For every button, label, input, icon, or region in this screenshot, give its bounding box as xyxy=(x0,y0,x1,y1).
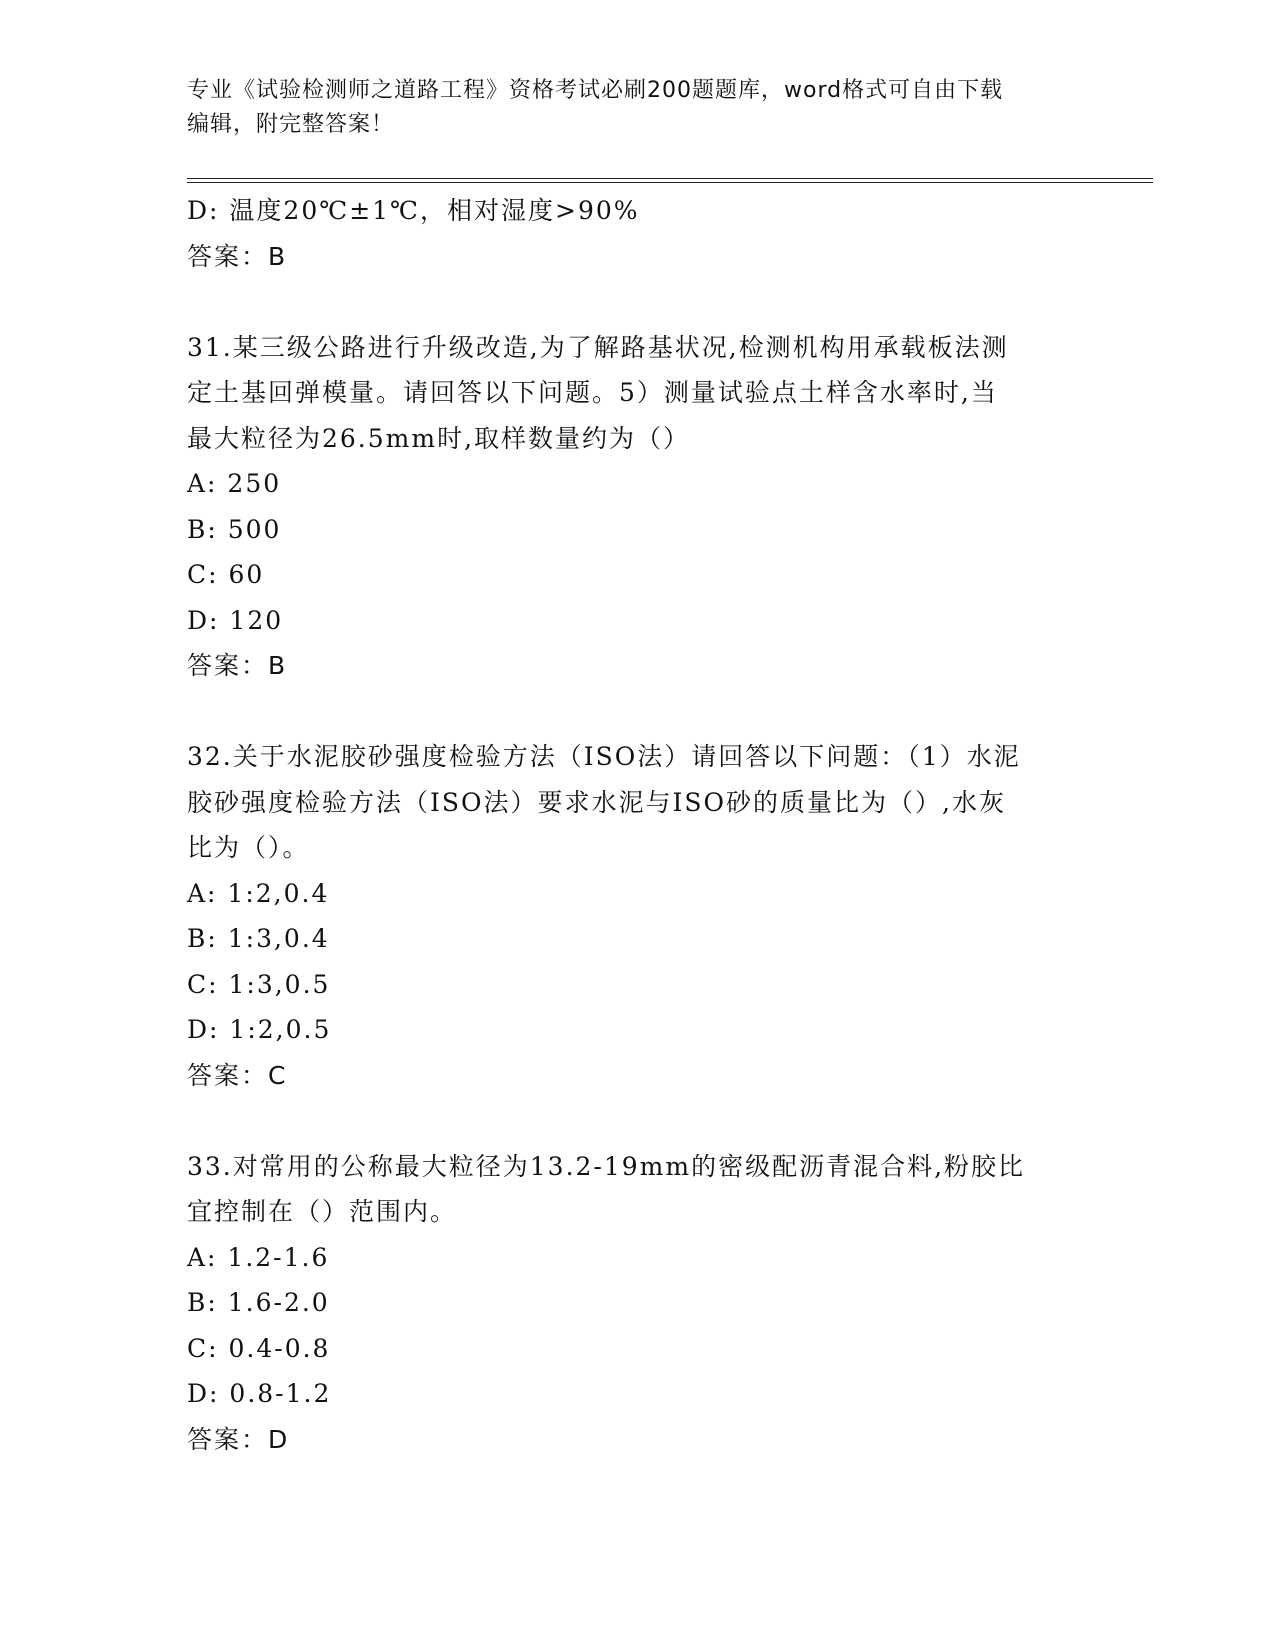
spacer xyxy=(187,1098,1087,1144)
option-c: C: 60 xyxy=(187,560,265,589)
question-text-line: 31.某三级公路进行升级改造,为了解路基状况,检测机构用承载板法测 xyxy=(187,332,1009,362)
question-text-line: 最大粒径为26.5mm时,取样数量约为（） xyxy=(187,423,691,453)
question-text-line: 32.关于水泥胶砂强度检验方法（ISO法）请回答以下问题：（1）水泥 xyxy=(187,742,1021,771)
option-c: C: 1:3,0.5 xyxy=(187,969,331,999)
option-a: A: 250 xyxy=(187,469,282,498)
option-a: A: 1:2,0.4 xyxy=(187,878,330,908)
question-text-line: 胶砂强度检验方法（ISO法）要求水泥与ISO砂的质量比为（）,水灰 xyxy=(187,787,1006,817)
answer: 答案：C xyxy=(187,1060,288,1090)
question-32 xyxy=(187,734,1087,1098)
header-line-1: 专业《试验检测师之道路工程》资格考试必刷200题题库，word格式可自由下载 xyxy=(187,78,1004,103)
option-d: D: 1:2,0.5 xyxy=(187,1015,332,1044)
spacer xyxy=(187,689,1087,735)
option-b: B: 1:3,0.4 xyxy=(187,924,330,953)
question-33 xyxy=(187,1144,1087,1463)
option-c: C: 0.4-0.8 xyxy=(187,1333,331,1363)
option-d: D: 温度20℃±1℃，相对湿度>90% xyxy=(187,196,640,225)
option-d: D: 120 xyxy=(187,605,284,635)
header-divider-top xyxy=(187,178,1153,179)
option-d: D: 0.8-1.2 xyxy=(187,1379,332,1408)
answer: 答案：B xyxy=(187,241,288,271)
question-31 xyxy=(187,325,1087,689)
answer: 答案：B xyxy=(187,651,288,680)
header-line-2: 编辑，附完整答案！ xyxy=(187,112,395,137)
question-text-line: 定土基回弹模量。请回答以下问题。5）测量试验点土样含水率时,当 xyxy=(187,378,998,407)
option-a: A: 1.2-1.6 xyxy=(187,1242,330,1272)
question-text-line: 33.对常用的公称最大粒径为13.2-19mm的密级配沥青混合料,粉胶比 xyxy=(187,1151,1026,1181)
spacer xyxy=(187,279,1087,325)
header-divider-bottom xyxy=(187,182,1153,183)
question-list xyxy=(187,188,1087,1462)
answer: 答案：D xyxy=(187,1424,290,1454)
question-text-line: 比为（）。 xyxy=(187,833,310,862)
option-b: B: 500 xyxy=(187,514,282,544)
option-b: B: 1.6-2.0 xyxy=(187,1288,330,1317)
question-text-line: 宜控制在（）范围内。 xyxy=(187,1197,458,1226)
page-header xyxy=(187,74,1087,142)
